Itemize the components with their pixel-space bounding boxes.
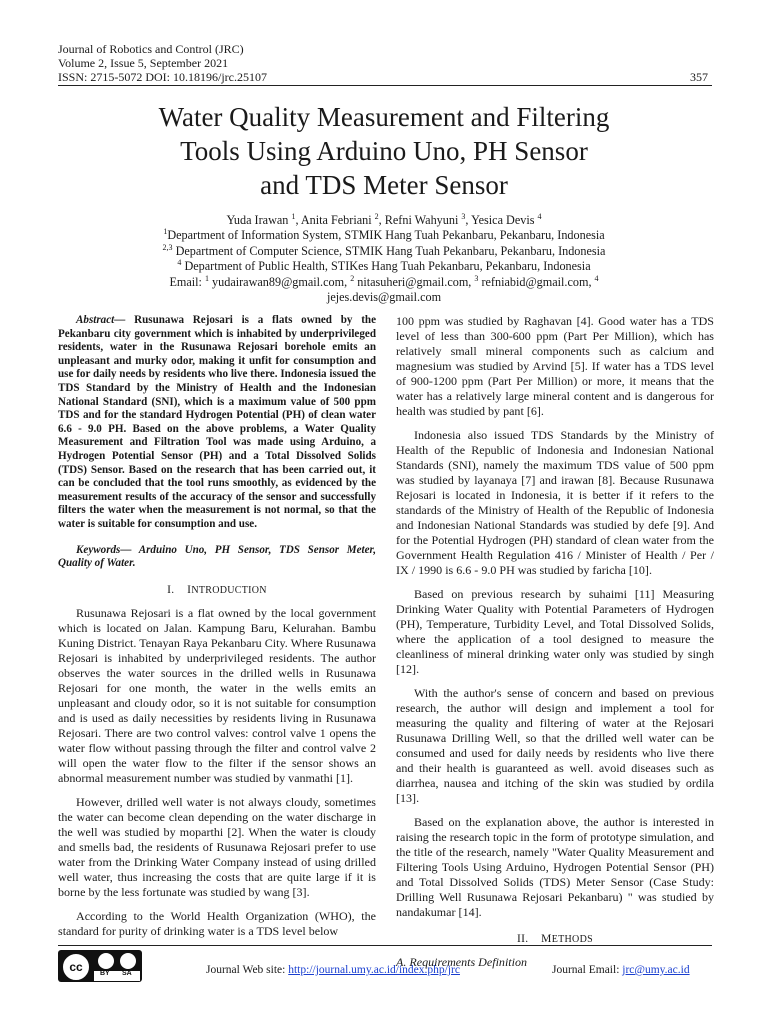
journal-email: [552, 964, 690, 976]
abstract-text: Rusunawa Rejosari is a flats owned by the Pekanbaru city government which is inhabited by underprivileged residents, water in the Rusunawa Rejosari borehole emits an unpleasant and murky odor, making it unfit for consumption and use for daily needs by residents who live there. Indonesia issued the TDS Standard by the Ministry of Health and the Indonesian National Standard (SNI), which is a maximum value of 500 ppm TDS and for the standard Hydrogen Potential (PH) of clean water 6.6 - 9.0 PH. Based on the above problems, a Water Quality Measurement and Filtration Tool was made using Arduino, a Hydrogen Potential Sensor (PH) and a Total Dissolved Solids (TDS) Sensor. Based on the research that has been carried out, it can be concluded that the tool runs smoothly, as evidenced by the measurement results of the accuracy of the sensor and successfully filters the water when the measurement is not normal, so that the water is suitable for consumption and use.: [58, 314, 376, 530]
paragraph: Based on the explanation above, the author is interested in raising the research topic in the form of prototype simulation, and the title of the research, namely "Water Quality Measurement and Filtering Tools Using Arduino, Hydrogen Potential Sensor (PH) and Total Dissolved Solids (TDS) Meter Sensor (Case Study: Drilling Well Rusunawa Rejosari Pekanbaru) " was studied by nandakumar [14].: [396, 815, 714, 919]
paragraph: 100 ppm was studied by Raghavan [4]. Good water has a TDS level of less than 300-600 ppm (Part Per Million), which has relatively small mineral components such as calcium and magnesium was studied by Arvind [5]. If water has a TDS level of 900-1200 ppm (Part Per Million) or more, it means that the water has a relatively large mineral content and is dangerous for health was studied by pant [6].: [396, 314, 714, 418]
license-terms: [94, 971, 140, 981]
paragraph: Rusunawa Rejosari is a flat owned by the local government which is located on Jalan. Kampung Baru, Kelurahan. Bambu Kuning District. Tenayan Raya Pekanbaru City. Where Rusunawa Rejosari is inhabited by underprivileged residents. The author observes the water sources in the drilled wells in Rusunawa Rejosari for one month, the water in the wells emits an unpleasant and cloudy odor, so it is not suitable for consumption and is used as daily necessities by residents living in Rusunawa Rejosari. There are two control valves: control valve 1 opens the water flow without passing through the filter and control valve 2 will open the water flow to the filter if the sensor shows an abnormal measurement number was studied by vanmathi [1].: [58, 605, 376, 785]
email-link[interactable]: jrc@umy.ac.id: [622, 964, 690, 976]
keywords: [58, 544, 376, 571]
journal-website: [206, 964, 460, 976]
author-sup: 1: [291, 211, 296, 221]
author-names: Yuda Irawan $^1$, Anita Febriani $^2$, Refni Wahyuni $^3$, Yesica Devis $^4$: [226, 211, 542, 227]
email-address: nitasuheri@gmail.com,: [357, 274, 472, 289]
paragraph: With the author's sense of concern and based on previous research, the author will design and implement a tool for measuring the quality and filtering of water at the Rejosari Rusunawa Drilling Well, so that the drilled well water can be consumed and used for daily needs by residents who live there and their health is guaranteed as well. avoid diseases such as diarrhea, nausea and itching of the skin was studied by ordila [13].: [396, 686, 714, 805]
page-number: 357: [690, 70, 708, 84]
abstract-label: Abstract—: [76, 314, 126, 326]
header-rule: [58, 85, 712, 86]
author-name: Yesica Devis: [471, 213, 535, 227]
section-heading-introduction: I. INTRODUCTION: [167, 583, 267, 596]
email-label: Journal Email:: [552, 964, 620, 976]
paragraph: According to the World Health Organization (WHO), the standard for purity of drinking water is a TDS level below: [58, 908, 376, 938]
paragraph: Indonesia also issued TDS Standards by the Ministry of Health of the Republic of Indonesia and Indonesian National Standards (SNI), namely the maximum TDS value of 500 ppm was studied by layanaya [7] and irawan [8]. Because Rusunawa Rejosari is located in Indonesia, it is better if it refers to the standards of the Ministry of Health of the Republic of Indonesia and Indonesian National Standards was studied by defe [9]. And for the Potential Hydrogen (PH) standard of clean water from the Government Health Regulation 416 / Minister of Health / Per / IX / 1990 is 6.6 - 9.0 PH was studied by faricha [10].: [396, 428, 714, 577]
title-line-1: Water Quality Measurement and Filtering: [158, 102, 610, 132]
author-sup: 3: [461, 211, 466, 221]
email-address: jejes.devis@gmail.com: [326, 290, 442, 305]
abstract: [58, 314, 376, 532]
footer-rule: [58, 945, 712, 946]
left-column: [58, 314, 376, 948]
author-name: Anita Febriani: [300, 213, 372, 227]
cc-icon: cc: [61, 952, 91, 982]
paragraph: Based on previous research by suhaimi [11] Measuring Drinking Water Quality with Potential Parameters of Hydrogen (PH), Temperature, Turbidity Level, and Total Dissolved Solids, where the application of a tool designed to measure the cleanliness of mineral drinking water only was studied by singh [12].: [396, 587, 714, 676]
journal-header: [58, 42, 708, 84]
share-alike-icon: [120, 953, 136, 969]
title-line-2: Tools Using Arduino Uno, PH Sensor: [180, 136, 588, 166]
cc-sa-label: SA: [122, 970, 132, 977]
right-column: [396, 314, 714, 970]
cc-by-label: BY: [100, 970, 110, 977]
journal-name: Journal of Robotics and Control (JRC): [58, 42, 244, 56]
email-address: refniabid@gmail.com,: [481, 274, 592, 289]
title-line-3: and TDS Meter Sensor: [260, 170, 508, 200]
page-footer: [58, 950, 712, 986]
journal-volume: Volume 2, Issue 5, September 2021: [58, 56, 229, 70]
author-name: Refni Wahyuni: [384, 213, 459, 227]
author-sup: 4: [537, 211, 542, 221]
website-label: Journal Web site:: [206, 964, 286, 976]
affiliation-2: $^{2,3}$ Department of Computer Science, STMIK Hang Tuah Pekanbaru, Pekanbaru, Indonesia: [162, 242, 606, 258]
section-heading-methods: II. METHODS: [517, 933, 593, 945]
affiliation-3: $^4$ Department of Public Health, STIKes Hang Tuah Pekanbaru, Pekanbaru, Indonesia: [177, 258, 591, 274]
author-emails: Email: $^1$ yudairawan89@gmail.com, $^2$ nitasuheri@gmail.com, $^3$ refniabid@gmail.com, $^4$: [169, 273, 599, 289]
paper-title: [58, 100, 710, 202]
affiliation-1: $^1$Department of Information System, STMIK Hang Tuah Pekanbaru, Pekanbaru, Indonesia: [163, 227, 605, 243]
author-name: Yuda Irawan: [226, 213, 289, 227]
website-link[interactable]: http://journal.umy.ac.id/index.php/jrc: [288, 964, 460, 976]
author-sup: 2: [374, 211, 379, 221]
author-block: [80, 213, 688, 305]
journal-issn-doi: ISSN: 2715-5072 DOI: 10.18196/jrc.25107: [58, 70, 267, 84]
keywords-text: Arduino Uno, PH Sensor, TDS Sensor Meter, Quality of Water.: [58, 543, 376, 570]
paragraph: However, drilled well water is not always cloudy, sometimes the water can become clean depending on the water discharge in the well was studied by moparthi [2]. When the water is cloudy and smells bad, the residents of Rusunawa Rejosari prefer to use water from the Drinking Water Company instead of using drilled well water, thus increasing the costs that are quite large if it is borne by the less fortunate was studied by wang [3].: [58, 794, 376, 899]
email-address: yudairawan89@gmail.com,: [212, 274, 348, 289]
subsection-heading: A. Requirements Definition: [396, 955, 528, 969]
attribution-icon: [98, 953, 114, 969]
creative-commons-license-badge[interactable]: [58, 950, 142, 982]
keywords-label: Keywords—: [76, 543, 132, 556]
